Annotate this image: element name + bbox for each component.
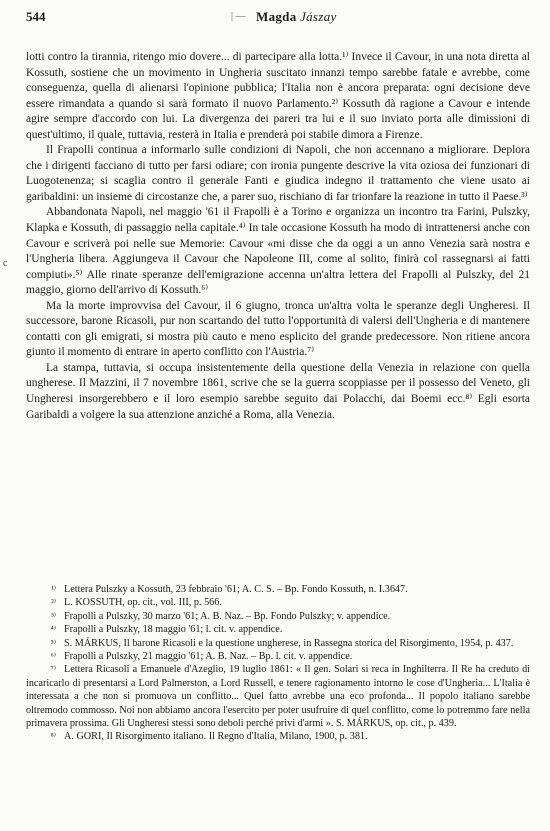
footnote [26, 650, 530, 663]
page-header [26, 9, 536, 25]
footnote [26, 730, 530, 743]
footnote-text: Lettera Pulszky a Kossuth, 23 febbraio '61; A. C. S. – Bp. Fondo Kossuth, n. I.3647. [64, 584, 408, 595]
footnote-number: ¹⁾ [51, 584, 56, 594]
paragraph: La stampa, tuttavia, si occupa insistentemente della questione della Venezia in relazione con quella ungherese. Il Mazzini, il 7 novembre 1861, scrive che se la guerra scoppiasse per il possesso del Veneto, gli Ungheresi insorgerebbero e il loro esempio sarebbe seguito dai Polacchi, dai Boemi ecc.⁸⁾ Egli esorta Garibaldi a volgere la sua attenzione anziché a Roma, alla Venezia. [26, 361, 530, 421]
footnote-text: A. GORI, Il Risorgimento italiano. Il Regno d'Italia, Milano, 1900, p. 381. [64, 731, 368, 743]
footnote-text: S. MÁRKUS, Il barone Ricasoli e la questione ungherese, in Rassegna storica del Risorgimento, 1954, p. 437. [64, 637, 514, 649]
footnote [26, 637, 530, 650]
footnote-text: Frapolli a Pulszky, 18 maggio '61; l. cit. v. appendice. [64, 624, 283, 636]
header-tick-mark: | — [231, 11, 246, 22]
footnote [26, 583, 530, 596]
footnote-text: Lettera Ricasoli a Emanuele d'Azeglio, 19 luglio 1861: « Il gen. Solari si reca in Inghilterra. Il Re ha creduto di incaricarlo di presentarsi a Lord Palmerston, a Lord Russell, e tenere ragionamento intorno le cose d'Ungheria... L'Italia è interessata a che non si promuova un conflitto... Quel fatto avrebbe una eco profonda... Il popolo italiano sarebbe oltremodo commosso. Noi non abbiamo ancora l'esercito per poter usufruire di quel conflitto, come lo potremmo fare nella primavera prossima. Gli Ungheresi stessi sono deboli perché privi d'armi ». S. MÁRKUS, op. cit., p. 439. [26, 664, 530, 730]
footnote [26, 596, 530, 609]
footnote-number: ⁸⁾ [50, 731, 56, 742]
footnote-text: Frapolli a Pulszky, 21 maggio '61; A. B. Naz. – Bp. l. cit. v. appendice. [64, 651, 353, 663]
footnote-text: Frapolli a Pulszky, 30 marzo '61; A. B. Naz. – Bp. Fondo Pulszky; v. appendice. [64, 610, 391, 622]
body-text [26, 50, 530, 423]
page-number: 544 [26, 9, 46, 24]
footnote-number: ⁷⁾ [50, 664, 56, 675]
running-head [256, 9, 337, 25]
footnote-number: ²⁾ [51, 597, 56, 608]
footnote-text: L. KOSSUTH, op. cit., vol. III, p. 566. [64, 597, 222, 609]
margin-mark: c [3, 258, 8, 269]
paragraph: Abbandonata Napoli, nel maggio '61 il Frapolli è a Torino e organizza un incontro tra Farini, Pulszky, Klapka e Kossuth, di passaggio nella capitale.⁴⁾ In tale occasione Kossuth ha modo di intrattenersi anche con Cavour e scriverà poi nelle sue Memorie: Cavour «mi disse che da oggi a un anno Venezia sarà nostra e l'Ungheria libera. Aggiungeva il Cavour che Napoleone III, come al solito, finirà col rassegnarsi ai fatti compiuti».⁵⁾ Alle rinate speranze dell'emigrazione accenna un'altra lettera del Frapolli al Pulszky, del 21 maggio, giorno dell'arrivo di Kossuth.⁶⁾ [26, 206, 530, 297]
footnote-number: ³⁾ [51, 610, 56, 621]
footnote-number: ⁵⁾ [50, 637, 56, 648]
footnote-number: ⁶⁾ [50, 651, 56, 662]
footnote-number: ⁴⁾ [50, 624, 56, 635]
footnote [26, 610, 530, 623]
footnotes [26, 583, 530, 744]
footnote [26, 663, 530, 730]
paragraph: Ma la morte improvvisa del Cavour, il 6 giugno, tronca un'altra volta le speranze degli Ungheresi. Il successore, barone Ricasoli, pur non scartando del tutto l'opportunità di valersi dell'Ungheria e di mantenere contatti con gli emigrati, si mostra più cauto e meno esplicito del grande predecessore. Non ritiene ancora giunto il momento di entrare in aperto conflitto con l'Austria.⁷⁾ [26, 299, 530, 359]
running-head-name: Magda [256, 9, 297, 24]
running-head-surname: Jászay [300, 9, 337, 24]
paragraph: lotti contro la tirannia, ritengo mio dovere... di partecipare alla lotta.¹⁾ Invece il Cavour, in una nota diretta al Kossuth, sostiene che un movimento in Ungheria suscitato innanzi tempo sarebbe fatale e avrebbe, come conseguenza, quella di alienarsi l'opinione pubblica; l'Italia non è ancora preparata: ogni decisione deve essere rimandata a quando si sarà formato il nuovo Parlamento.²⁾ Kossuth dà ragione a Cavour e intende agire sempre d'accordo con lui. La divergenza dei pareri tra lui e il suo inviato porta alle dimissioni di quest'ultimo, il quale, tuttavia, resterà in Italia e prenderà poi stabile dimora a Firenze. [26, 51, 530, 141]
footnote [26, 623, 530, 636]
paragraph: Il Frapolli continua a informarlo sulle condizioni di Napoli, che non accennano a migliorare. Deplora che i dirigenti facciano di tutto per farsi odiare; con ironia pungente descrive la vita oziosa dei funzionari di Luogotenenza; si scaglia contro il generale Fanti e giudica indegno il trattamento che viene usato ai garibaldini: un insieme di circostanze che, a parer suo, rischiano di far trionfare la reazione in tutto il Paese.³⁾ [26, 144, 530, 203]
